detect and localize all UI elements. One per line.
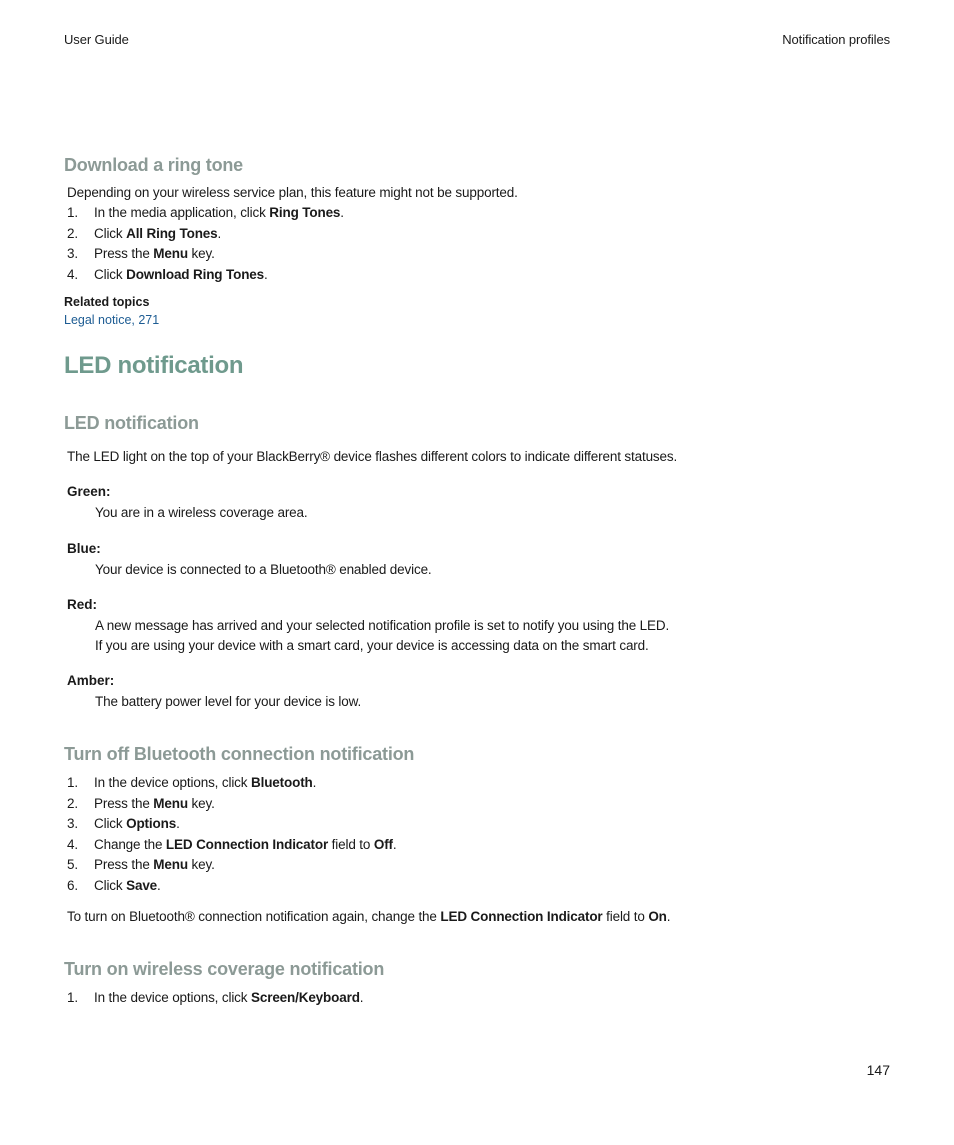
header-chapter-title: Notification profiles (782, 32, 890, 47)
bluetooth-steps-list (67, 773, 397, 897)
chapter-title-led-notification: LED notification (64, 352, 244, 379)
download-steps-list (67, 203, 344, 285)
led-desc-amber: The battery power level for your device is low. (95, 694, 362, 709)
led-desc-red-2: If you are using your device with a smart card, your device is accessing data on the smart card. (95, 638, 649, 653)
list-item: 3. Click Options. (67, 816, 180, 832)
list-item: 6. Click Save. (67, 877, 161, 893)
related-topic-link-legal-notice[interactable]: Legal notice, 271 (64, 313, 160, 327)
page-number: 147 (866, 1062, 890, 1078)
section-title-turn-off-bluetooth: Turn off Bluetooth connection notification (64, 744, 415, 764)
list-item: 5. Press the Menu key. (67, 857, 215, 873)
led-desc-red-1: A new message has arrived and your selected notification profile is set to notify you using the LED. (95, 618, 670, 633)
list-item: 2. Click All Ring Tones. (67, 225, 222, 241)
led-term-blue: Blue: (67, 541, 101, 556)
section-title-download-ring-tone: Download a ring tone (64, 155, 243, 175)
coverage-steps-list (67, 988, 363, 1009)
list-item: 1. In the device options, click Bluetooth. (67, 775, 317, 790)
list-item: 3. Press the Menu key. (67, 246, 215, 262)
list-item: 4. Click Download Ring Tones. (67, 266, 268, 282)
led-term-green: Green: (67, 484, 111, 499)
led-term-amber: Amber: (67, 673, 115, 688)
led-term-red: Red: (67, 597, 98, 612)
section-title-wireless-coverage: Turn on wireless coverage notification (64, 959, 385, 979)
led-intro: The LED light on the top of your BlackBerry® device flashes different colors to indicate different statuses. (67, 449, 678, 464)
list-item: 1. In the device options, click Screen/Keyboard. (67, 990, 364, 1005)
list-item: 4. Change the LED Connection Indicator field to Off. (67, 836, 397, 852)
led-desc-green: You are in a wireless coverage area. (95, 505, 308, 520)
section-title-led-notification: LED notification (64, 413, 199, 433)
led-desc-blue: Your device is connected to a Bluetooth® enabled device. (95, 562, 432, 577)
related-topics-title: Related topics (64, 295, 150, 309)
list-item: 1. In the media application, click Ring Tones. (67, 205, 344, 220)
list-item: 2. Press the Menu key. (67, 795, 215, 811)
download-intro: Depending on your wireless service plan, this feature might not be supported. (67, 185, 518, 200)
bluetooth-note: To turn on Bluetooth® connection notification again, change the LED Connection Indicator field to On. (67, 909, 671, 924)
header-guide-title: User Guide (64, 32, 129, 47)
